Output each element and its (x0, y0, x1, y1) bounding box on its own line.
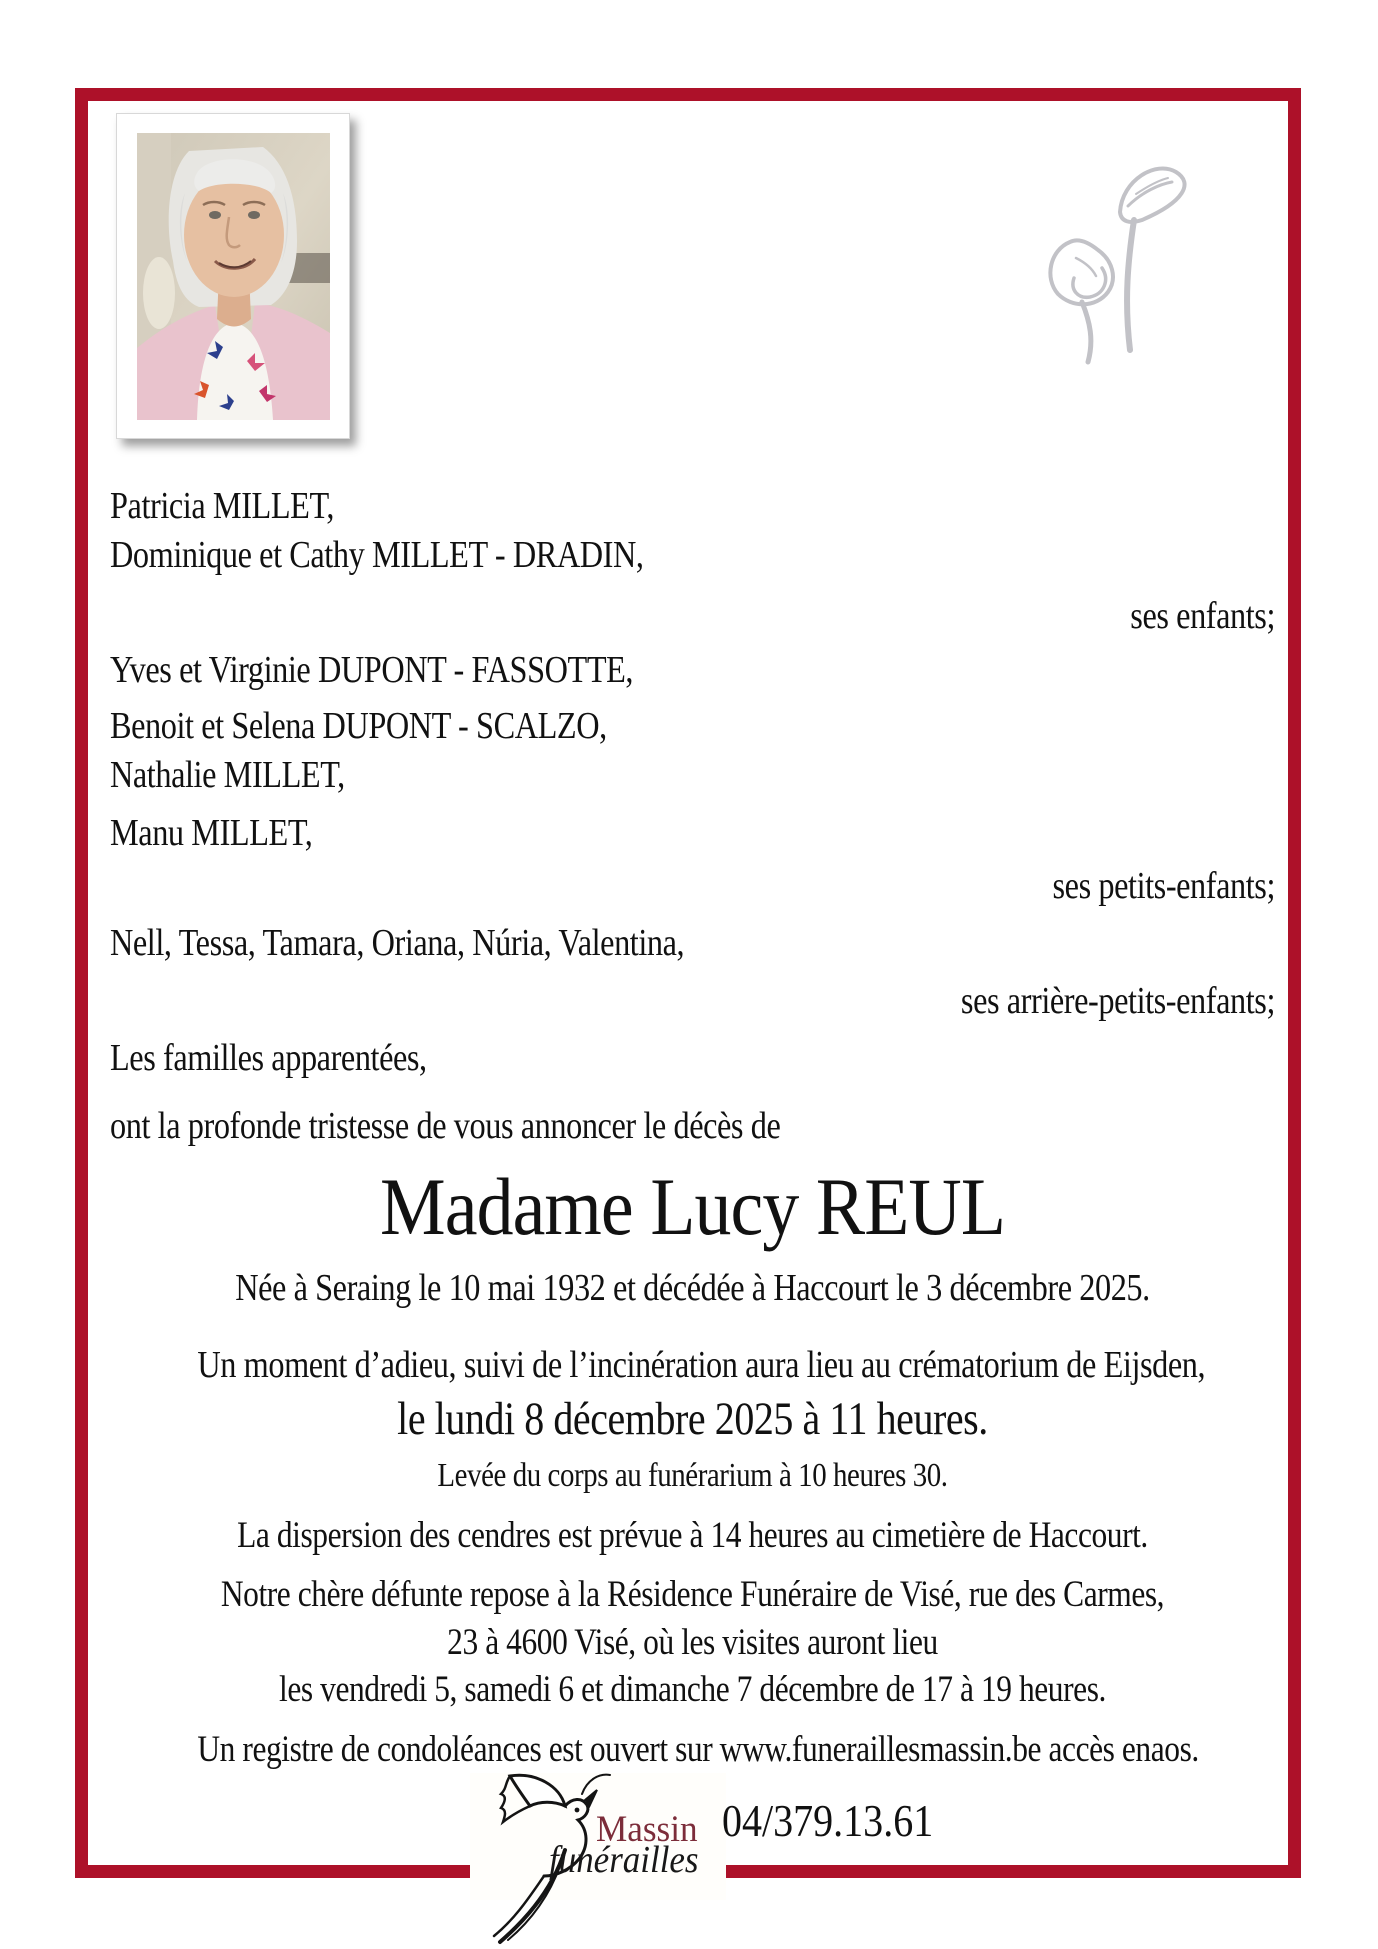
announcement-line: ont la profonde tristesse de vous annoncer le décès de (110, 1105, 781, 1147)
ceremony-intro-line: Un moment d’adieu, suivi de l’incinération aura lieu au crématorium de Eijsden, (197, 1344, 1206, 1386)
calla-lilies-icon (1018, 150, 1193, 365)
repose-line-2: 23 à 4600 Visé, où les visites auront lieu (447, 1622, 938, 1663)
intro-line-4: Yves et Virginie DUPONT - FASSOTTE, (110, 649, 634, 691)
portrait-photo (137, 133, 330, 420)
repose-line-3: les vendredi 5, samedi 6 et dimanche 7 décembre de 17 à 19 heures. (279, 1669, 1106, 1710)
intro-line-9: Nell, Tessa, Tamara, Oriana, Núria, Valentina, (110, 922, 685, 964)
intro-line-1: Patricia MILLET, (110, 485, 335, 527)
portrait-photo-illustration (137, 133, 330, 420)
intro-line-5: Benoit et Selena DUPONT - SCALZO, (110, 705, 607, 747)
intro-line-2: Dominique et Cathy MILLET - DRADIN, (110, 534, 644, 576)
ceremony-datetime-line: le lundi 8 décembre 2025 à 11 heures. (397, 1393, 988, 1445)
deceased-name: Madame Lucy REUL (379, 1161, 1005, 1252)
intro-line-11: Les familles apparentées, (110, 1037, 427, 1079)
life-dates-line: Née à Seraing le 10 mai 1932 et décédée à Haccourt le 3 décembre 2025. (235, 1267, 1150, 1309)
brand-name: Massin (596, 1809, 698, 1850)
brand-subtitle: funérailles (549, 1839, 699, 1881)
dispersion-line: La dispersion des cendres est prévue à 14 heures au cimetière de Haccourt. (237, 1515, 1148, 1556)
relation-label-grandchildren: ses petits-enfants; (1052, 865, 1275, 907)
intro-line-6: Nathalie MILLET, (110, 754, 345, 796)
intro-line-7: Manu MILLET, (110, 812, 313, 854)
portrait-photo-frame (116, 113, 350, 439)
condolences-line: Un registre de condoléances est ouvert sur www.funeraillesmassin.be accès enaos. (197, 1729, 1199, 1770)
repose-line-1: Notre chère défunte repose à la Résidence Funéraire de Visé, rue des Carmes, (220, 1574, 1165, 1615)
phone-number: 04/379.13.61 (722, 1795, 934, 1846)
relation-label-great-grandchildren: ses arrière-petits-enfants; (960, 980, 1275, 1022)
relation-label-children: ses enfants; (1130, 595, 1275, 637)
levee-line: Levée du corps au funérarium à 10 heures 30. (437, 1457, 948, 1494)
